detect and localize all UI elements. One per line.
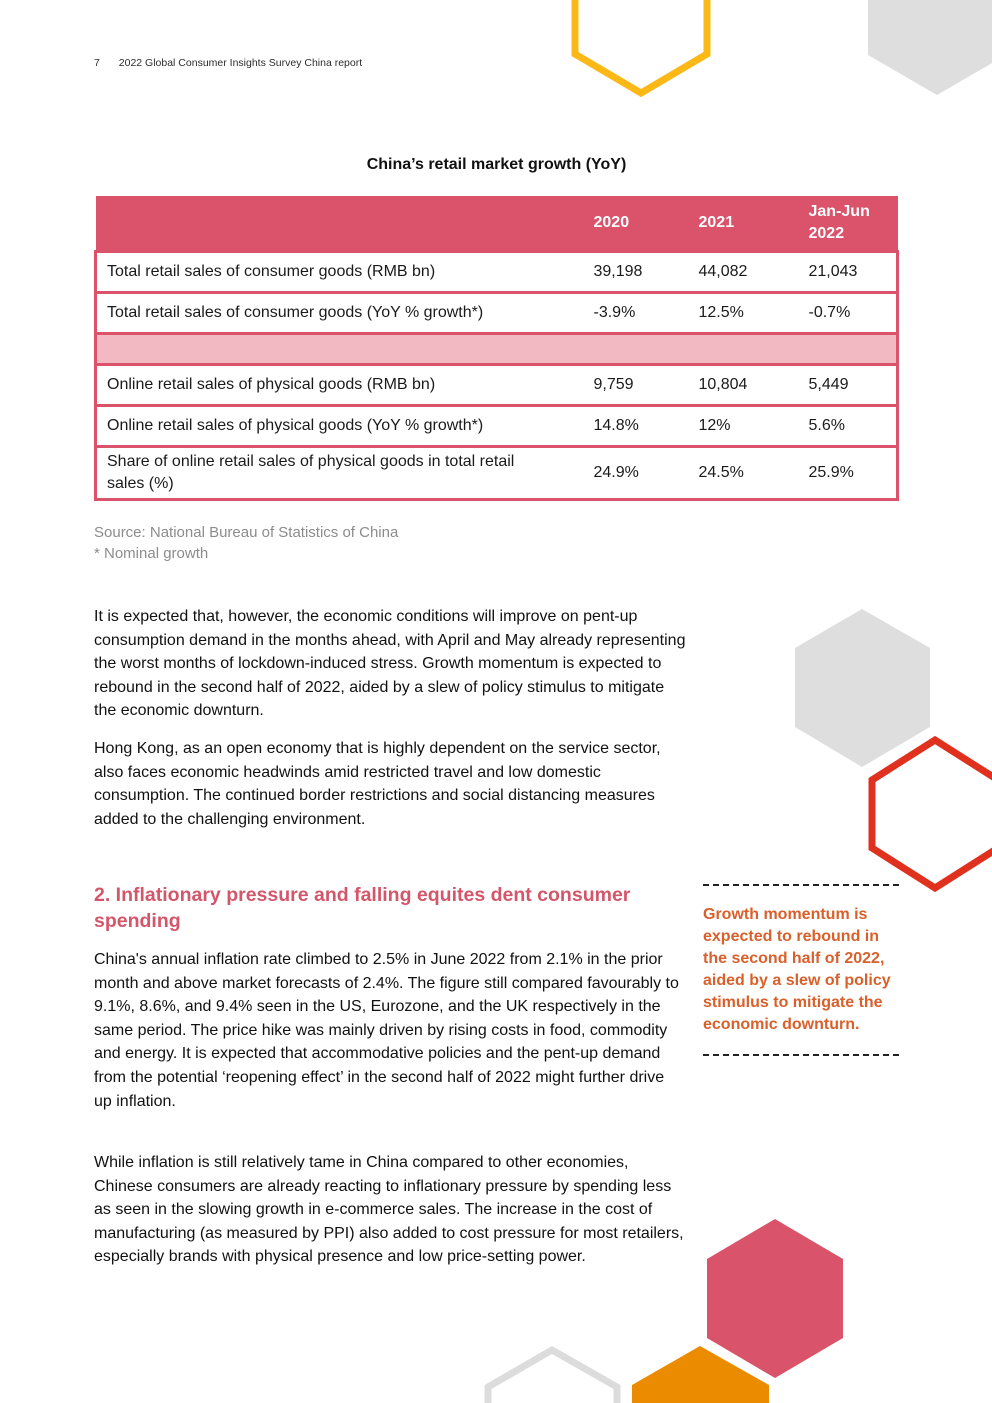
table-row xyxy=(96,252,898,293)
paragraph: Hong Kong, as an open economy that is highly dependent on the service sector, also faces economic headwinds amid restricted travel and low domestic consumption. The continued border restrictions and social distancing measures added to the challenging environment. xyxy=(94,740,661,828)
cell-jan-jun-2022: 5.6% xyxy=(799,406,898,447)
column-header-jan-jun-2022-text: Jan-Jun 2022 xyxy=(808,203,870,242)
table-row xyxy=(96,365,898,406)
section-paragraph-1 xyxy=(94,948,686,1113)
section-paragraph-2 xyxy=(94,1151,686,1269)
cell-2020: 14.8% xyxy=(584,406,689,447)
intro-paragraph-1 xyxy=(94,605,686,723)
hex-solid-orange xyxy=(632,1346,769,1403)
row-label-text: Share of online retail sales of physical goods in total retail sales (%) xyxy=(107,453,515,492)
row-label xyxy=(96,447,584,500)
cell-jan-jun-2022: -0.7% xyxy=(799,293,898,334)
table-title: China’s retail market growth (YoY) xyxy=(366,156,627,173)
column-header-jan-jun-2022 xyxy=(799,196,898,252)
row-label: Online retail sales of physical goods (RMB bn) xyxy=(96,365,584,406)
column-header-2021: 2021 xyxy=(689,196,799,252)
retail-growth-table xyxy=(94,196,899,501)
hex-outline-yellow xyxy=(575,0,707,93)
cell-2021: 24.5% xyxy=(689,447,799,500)
row-label: Online retail sales of physical goods (YoY % growth*) xyxy=(96,406,584,447)
table-notes xyxy=(94,522,398,564)
cell-jan-jun-2022: 5,449 xyxy=(799,365,898,406)
hex-solid-grey-top xyxy=(868,0,992,95)
hex-solid-grey-mid xyxy=(795,609,930,767)
paragraph: China's annual inflation rate climbed to 2.5% in June 2022 from 2.1% in the prior month and above market forecasts of 2.4%. The figure still compared favourably to 9.1%, 8.6%, and 9.4% seen in the US, Eurozone, and the UK respectively in the same period. The price hike was mainly driven by rising costs in food, commodity and energy. It is expected that accommodative policies and the pent-up demand from the potential ‘reopening effect’ in the second half of 2022 might further drive up inflation. xyxy=(94,951,679,1110)
table-row xyxy=(96,447,898,500)
report-title: 2022 Global Consumer Insights Survey China report xyxy=(118,57,363,69)
row-label: Total retail sales of consumer goods (RMB bn) xyxy=(96,252,584,293)
cell-2021: 12% xyxy=(689,406,799,447)
column-header-label xyxy=(96,196,584,252)
hex-solid-pink xyxy=(707,1219,843,1378)
hex-outline-red xyxy=(872,740,992,888)
paragraph: It is expected that, however, the economic conditions will improve on pent-up consumption demand in the months ahead, with April and May already representing the worst months of lockdown-induced stress. Growth momentum is expected to rebound in the second half of 2022, aided by a slew of policy stimulus to mitigate the economic downturn. xyxy=(94,608,686,720)
spacer-cell xyxy=(584,334,689,365)
source-note: Source: National Bureau of Statistics of China xyxy=(94,524,399,541)
page-number: 7 xyxy=(94,57,100,69)
page-header xyxy=(94,57,362,69)
table-row xyxy=(96,406,898,447)
section-heading: 2. Inflationary pressure and falling equites dent consumer spending xyxy=(94,884,631,932)
table-spacer-row xyxy=(96,334,898,365)
table-row xyxy=(96,293,898,334)
cell-2020: 24.9% xyxy=(584,447,689,500)
cell-2021: 44,082 xyxy=(689,252,799,293)
table-header-row xyxy=(96,196,898,252)
paragraph: While inflation is still relatively tame in China compared to other economies, Chinese consumers are already reacting to inflationary pressure by spending less as seen in the slowing growth in e-commerce sales. The increase in the cost of manufacturing (as measured by PPI) also added to cost pressure for most retailers, especially brands with physical presence and low price-setting power. xyxy=(94,1154,684,1266)
cell-2021: 10,804 xyxy=(689,365,799,406)
cell-2021: 12.5% xyxy=(689,293,799,334)
pull-quote: Growth momentum is expected to rebound in the second half of 2022, aided by a slew of policy stimulus to mitigate the economic downturn. xyxy=(703,884,899,1056)
cell-2020: -3.9% xyxy=(584,293,689,334)
spacer-cell xyxy=(96,334,584,365)
spacer-cell xyxy=(799,334,898,365)
cell-2020: 9,759 xyxy=(584,365,689,406)
cell-jan-jun-2022: 25.9% xyxy=(799,447,898,500)
footnote: * Nominal growth xyxy=(94,545,209,562)
hex-outline-grey-bottom xyxy=(488,1350,617,1403)
intro-paragraph-2 xyxy=(94,737,686,831)
cell-2020: 39,198 xyxy=(584,252,689,293)
cell-jan-jun-2022: 21,043 xyxy=(799,252,898,293)
row-label: Total retail sales of consumer goods (YoY % growth*) xyxy=(96,293,584,334)
spacer-cell xyxy=(689,334,799,365)
column-header-2020: 2020 xyxy=(584,196,689,252)
